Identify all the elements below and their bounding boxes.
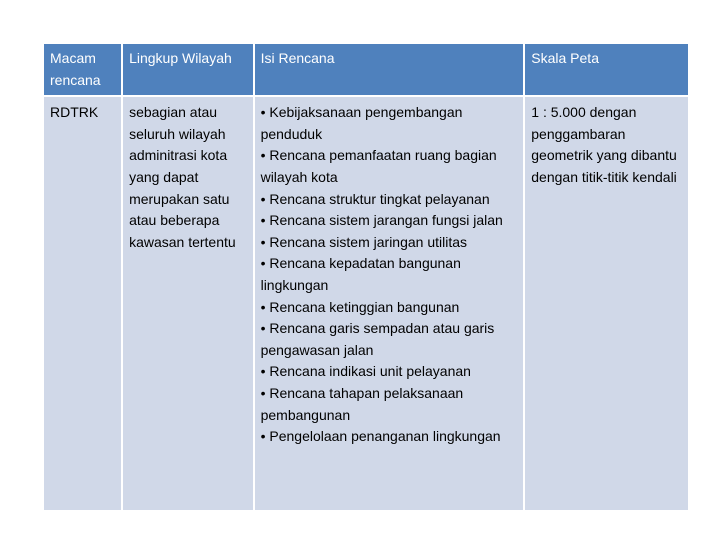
rencana-table (42, 42, 690, 512)
isi-rencana-item: • Rencana struktur tingkat pelayanan (260, 190, 490, 207)
isi-rencana-item: • Rencana pemanfaatan ruang bagian wilayah kota (260, 147, 497, 185)
isi-rencana-item: • Rencana ketinggian bangunan (260, 298, 460, 315)
cell-skala-peta: 1 : 5.000 dengan penggambaran geometrik yang dibantu dengan titik-titik kendali (525, 97, 688, 510)
isi-rencana-item: • Rencana sistem jarangan fungsi jalan (260, 212, 503, 229)
table-row (44, 97, 688, 510)
cell-isi-rencana (255, 97, 524, 510)
isi-rencana-item: • Kebijaksanaan pengembangan penduduk (260, 104, 463, 142)
isi-rencana-item: • Rencana indikasi unit pelayanan (260, 363, 471, 380)
cell-macam-rencana: RDTRK (44, 97, 121, 510)
isi-rencana-item: • Rencana kepadatan bangunan lingkungan (260, 255, 461, 293)
header-lingkup-wilayah: Lingkup Wilayah (123, 44, 253, 95)
isi-rencana-item: • Pengelolaan penanganan lingkungan (260, 428, 501, 445)
header-macam-rencana: Macam rencana (44, 44, 121, 95)
header-skala-peta: Skala Peta (525, 44, 688, 95)
table-header-row (44, 44, 688, 95)
isi-rencana-item: • Rencana tahapan pelaksanaan pembangunan (260, 384, 464, 423)
isi-rencana-item: • Rencana garis sempadan atau garis pengawasan jalan (260, 320, 495, 358)
header-isi-rencana: Isi Rencana (255, 44, 524, 95)
isi-rencana-item: • Rencana sistem jaringan utilitas (260, 233, 468, 250)
cell-lingkup-wilayah: sebagian atau seluruh wilayah adminitrasi kota yang dapat merupakan satu atau beberapa kawasan tertentu (123, 97, 253, 510)
